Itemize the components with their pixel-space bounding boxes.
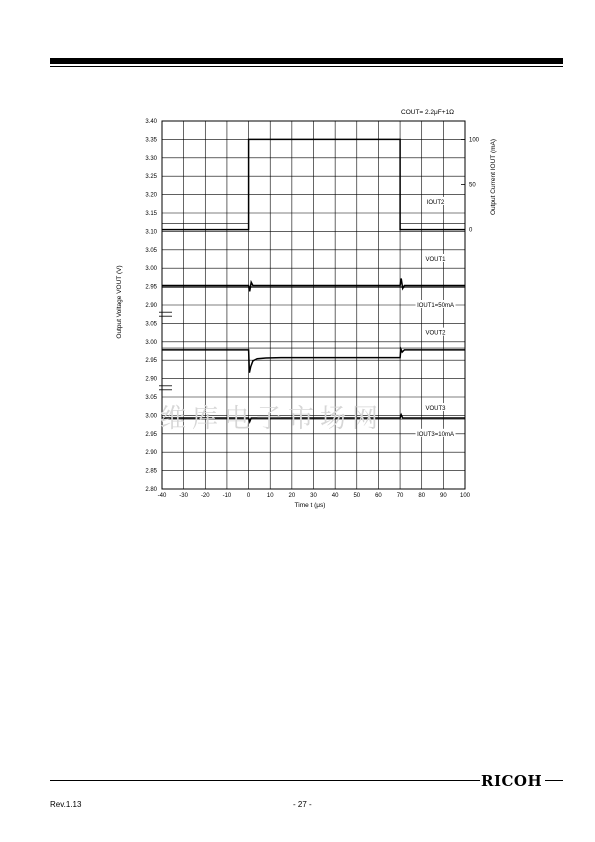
- x-tick-label: 0: [246, 493, 251, 499]
- y-tick-label: 3.05: [145, 321, 157, 328]
- y-tick-label: 3.10: [145, 229, 157, 236]
- annotation-label: IOUT3=10mA: [417, 431, 454, 438]
- ricoh-logo: RICOH: [481, 772, 543, 790]
- footer-rule-left: [50, 780, 480, 781]
- x-tick-label: 30: [310, 493, 317, 499]
- x-tick-label: 70: [396, 493, 404, 499]
- footer-rule-right: [545, 780, 563, 781]
- y-tick-label: 3.20: [145, 192, 157, 199]
- y-tick-label: 3.30: [145, 155, 157, 162]
- watermark-text: 维库电子市场网: [160, 404, 385, 434]
- x-axis-title: Time t (μs): [294, 502, 326, 509]
- y2-axis-title: Output Current IOUT (mA): [490, 138, 497, 216]
- y2-tick-label: 50: [469, 182, 476, 189]
- x-tick-label: 100: [459, 493, 471, 499]
- y-tick-label: 3.35: [145, 137, 157, 144]
- y-tick-label: 2.90: [145, 303, 157, 309]
- x-tick-label: -10: [222, 493, 232, 499]
- page-number: - 27 -: [293, 800, 312, 809]
- y-tick-label: 3.15: [145, 211, 157, 217]
- x-tick-label: -40: [157, 493, 167, 499]
- y-tick-label: 3.25: [145, 174, 157, 181]
- y-tick-label: 2.90: [145, 450, 157, 457]
- y-tick-label: 2.95: [145, 431, 157, 438]
- y-tick-label: 3.05: [145, 395, 157, 401]
- y-tick-label: 2.85: [145, 468, 157, 475]
- x-tick-label: 60: [375, 493, 382, 499]
- condition-label: COUT= 2.2μF+1Ω: [401, 109, 455, 116]
- y-axis-title: Output Voltage VOUT (V): [116, 265, 123, 339]
- x-tick-label: -20: [200, 493, 210, 499]
- x-tick-label: 90: [440, 493, 447, 499]
- y-tick-label: 3.00: [145, 339, 157, 346]
- y-tick-label: 3.00: [145, 413, 157, 420]
- annotation-label: VOUT2: [425, 330, 446, 337]
- y-tick-label: 3.05: [145, 247, 157, 254]
- annotation-label: IOUT2: [426, 199, 445, 206]
- y2-tick-label: 100: [469, 137, 480, 144]
- revision-label: Rev.1.13: [50, 800, 82, 809]
- x-tick-label: -30: [179, 493, 188, 499]
- y-tick-label: 3.40: [145, 119, 157, 125]
- annotation-label: VOUT3: [425, 406, 446, 413]
- x-tick-label: 40: [331, 493, 339, 499]
- y-tick-label: 2.95: [145, 284, 157, 291]
- x-tick-label: 10: [266, 493, 274, 499]
- y-tick-label: 2.95: [145, 358, 157, 365]
- y2-tick-label: 0: [469, 227, 473, 234]
- x-tick-label: 20: [288, 493, 296, 499]
- y-tick-label: 2.80: [145, 487, 157, 493]
- x-tick-label: 50: [353, 493, 361, 499]
- annotation-label: IOUT1=50mA: [417, 303, 454, 309]
- annotation-label: VOUT1: [425, 257, 446, 263]
- y-tick-label: 3.00: [145, 266, 157, 273]
- x-tick-label: 80: [418, 493, 426, 499]
- y-tick-label: 2.90: [145, 376, 157, 383]
